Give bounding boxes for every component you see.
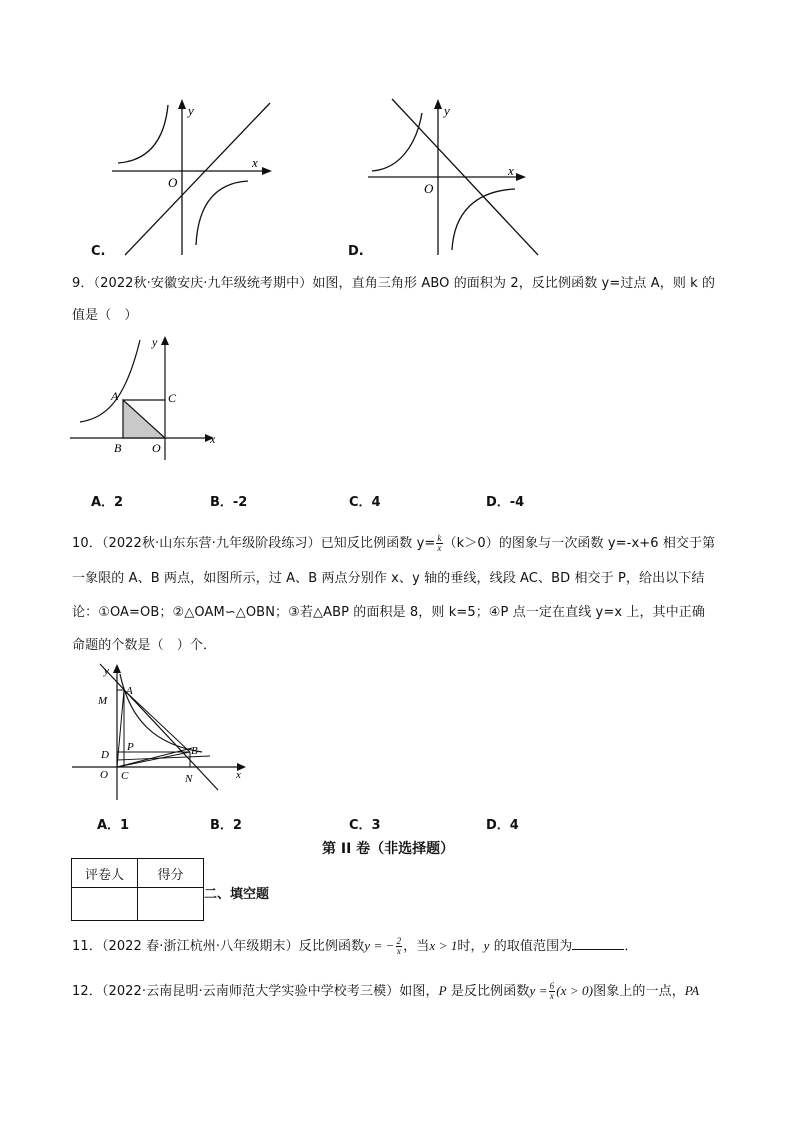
q9-choice-c[interactable]: C．4 bbox=[349, 495, 381, 510]
point-n-label: N bbox=[185, 773, 193, 785]
q10-line1-pre: 10．（2022秋·山东东营·九年级阶段练习）已知反比例函数 y= bbox=[72, 536, 436, 551]
point-b-label: B bbox=[114, 441, 122, 455]
point-m-label: M bbox=[98, 695, 108, 707]
q9-text-line2: 值是（ ） bbox=[72, 308, 138, 323]
q11-condition: x > 1 bbox=[429, 938, 458, 953]
grader-header-reviewer: 评卷人 bbox=[72, 859, 138, 888]
q11-end: ． bbox=[624, 939, 638, 954]
x-axis-label: x bbox=[236, 769, 241, 781]
part2-title: 第 II 卷（非选择题） bbox=[322, 841, 455, 857]
point-d-label: D bbox=[101, 749, 109, 761]
origin-label: O bbox=[424, 181, 434, 196]
q11-pre: 11．（2022 春·浙江杭州·八年级期末）反比例函数 bbox=[72, 939, 365, 954]
grader-header-score: 得分 bbox=[138, 859, 204, 888]
q10-choice-d[interactable]: D．4 bbox=[486, 818, 519, 833]
q9-text-line1: 9．（2022秋·安徽安庆·九年级统考期中）如图，直角三角形 ABO 的面积为 2，反比例函数 y=过点 A，则 k 的 bbox=[72, 276, 716, 291]
y-axis-label: y bbox=[188, 103, 194, 118]
q10-frac-den: x bbox=[437, 543, 442, 553]
q10-line1-post: （k＞0）的图象与一次函数 y=-x+6 相交于第 bbox=[443, 536, 716, 551]
option-c-label: C. bbox=[91, 244, 106, 259]
grader-table bbox=[71, 858, 204, 921]
point-a-label: A bbox=[126, 685, 133, 697]
q11-post: 的取值范围为 bbox=[489, 939, 573, 954]
q12-post: 图象上的一点， bbox=[593, 984, 685, 999]
q11-mid2: 时， bbox=[457, 939, 484, 954]
q9-figure bbox=[70, 330, 230, 460]
q9-choice-b[interactable]: B．-2 bbox=[210, 495, 248, 510]
point-c-label: C bbox=[121, 770, 129, 782]
option-d-label: D. bbox=[348, 244, 364, 259]
grader-reviewer-cell[interactable] bbox=[72, 888, 138, 921]
graph-option-d bbox=[360, 95, 560, 260]
q10-text-line2: 一象限的 A、B 两点，如图所示，过 A、B 两点分别作 x、y 轴的垂线，线段 AC、BD 相交于 P，给出以下结 bbox=[72, 571, 705, 586]
x-axis-label: x bbox=[210, 432, 216, 446]
q11-text bbox=[72, 935, 637, 956]
q10-choice-a[interactable]: A．1 bbox=[97, 818, 130, 833]
q10-choice-b[interactable]: B．2 bbox=[210, 818, 242, 833]
graph-option-c bbox=[90, 95, 290, 260]
point-b-label: B bbox=[191, 745, 198, 757]
x-axis-label: x bbox=[508, 163, 514, 178]
q11-answer-blank[interactable] bbox=[572, 937, 624, 950]
x-axis-label: x bbox=[252, 155, 258, 170]
q11-frac-den: x bbox=[396, 946, 401, 956]
q10-fraction bbox=[436, 534, 442, 553]
q12-fraction bbox=[549, 982, 556, 1001]
q12-frac-den: x bbox=[549, 991, 554, 1001]
q10-choice-c[interactable]: C．3 bbox=[349, 818, 381, 833]
q12-condition: (x > 0) bbox=[556, 983, 594, 998]
point-a-label: A bbox=[111, 389, 119, 403]
grader-score-cell[interactable] bbox=[138, 888, 204, 921]
q12-text bbox=[72, 980, 699, 1001]
q12-point-p: P bbox=[438, 983, 447, 998]
q11-frac-num: 2 bbox=[396, 936, 402, 946]
q10-figure bbox=[70, 660, 255, 800]
q12-segment-pa: PA bbox=[684, 983, 700, 998]
point-c-label: C bbox=[168, 391, 177, 405]
origin-label: O bbox=[152, 441, 161, 455]
q10-frac-num: k bbox=[437, 533, 442, 543]
point-p-label: P bbox=[127, 741, 134, 753]
q12-pre: 12．（2022·云南昆明·云南师范大学实验中学校考三模）如图， bbox=[72, 984, 439, 999]
q10-text-line3: 论：①OA=OB；②△OAM∽△OBN；③若△ABP 的面积是 8，则 k=5；④P 点一定在直线 y=x 上，其中正确 bbox=[72, 605, 705, 620]
q12-frac-num: 6 bbox=[549, 981, 555, 991]
q12-func-lhs: y = bbox=[529, 983, 548, 998]
q11-fraction bbox=[396, 937, 403, 956]
q11-mid: ，当 bbox=[403, 939, 430, 954]
y-axis-label: y bbox=[104, 665, 109, 677]
y-axis-label: y bbox=[444, 103, 450, 118]
y-axis-label: y bbox=[152, 335, 158, 349]
origin-label: O bbox=[100, 769, 108, 781]
q9-choice-a[interactable]: A．2 bbox=[91, 495, 124, 510]
section-fill-blank-title: 二、填空题 bbox=[204, 887, 270, 902]
origin-label: O bbox=[168, 175, 178, 190]
q11-func-lhs: y = − bbox=[364, 938, 395, 953]
q10-text-line1 bbox=[72, 532, 715, 553]
q11-var: y bbox=[483, 938, 490, 953]
q10-text-line4: 命题的个数是（ ）个． bbox=[72, 638, 217, 653]
q12-mid: 是反比例函数 bbox=[446, 984, 530, 999]
q9-choice-d[interactable]: D．-4 bbox=[486, 495, 525, 510]
